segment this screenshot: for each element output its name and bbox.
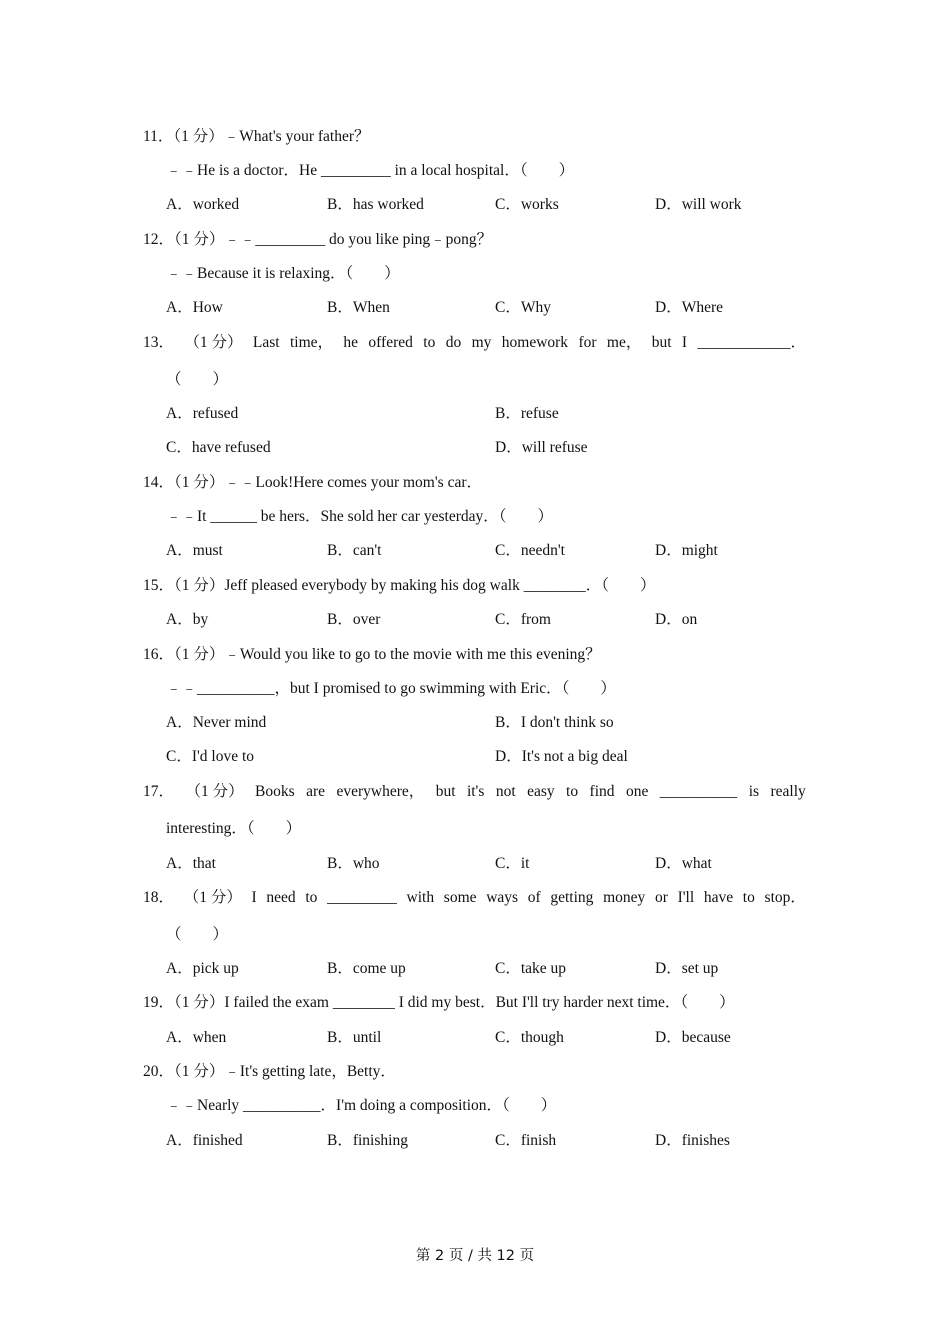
q16-option-c: C．I'd love to [166, 748, 255, 765]
q20-option-d: D．finishes [655, 1132, 730, 1149]
q19-option-a: A．when [166, 1029, 227, 1046]
q11-stem: 11．（1 分）﹣What's your father？ [143, 128, 370, 145]
q16-stem: 16．（1 分）﹣Would you like to go to the movie with me this evening？ [143, 646, 601, 663]
q12-option-b: B．When [327, 299, 390, 316]
q19-option-b: B．until [327, 1029, 382, 1046]
q15-option-a: A．by [166, 611, 209, 628]
q20-stem: 20．（1 分）﹣It's getting late，Betty． [143, 1063, 396, 1080]
q19-option-d: D．because [655, 1029, 731, 1046]
q14-stem-line2: ﹣﹣It ______ be hers．She sold her car yesterday．（ ） [166, 508, 553, 525]
q13-option-d: D．will refuse [495, 439, 588, 456]
q17-option-d: D．what [655, 855, 712, 872]
q13-option-c: C．have refused [166, 439, 271, 456]
q16-option-d: D．It's not a big deal [495, 748, 628, 765]
q19-stem: 19．（1 分）I failed the exam ________ I did my best．But I'll try harder next time．（ ） [143, 994, 735, 1011]
q17-stem-line2: interesting．（ ） [166, 820, 302, 837]
q11-stem-line2: ﹣﹣He is a doctor．He _________ in a local hospital．（ ） [166, 162, 575, 179]
q12-option-c: C．Why [495, 299, 551, 316]
q16-option-a: A．Never mind [166, 714, 267, 731]
q20-option-a: A．finished [166, 1132, 243, 1149]
q17-option-b: B．who [327, 855, 380, 872]
q13-stem: 13． （1 分） Last time， he offered to do my homework for me， but I ____________． [143, 334, 806, 351]
q12-stem-line2: ﹣﹣Because it is relaxing．（ ） [166, 265, 400, 282]
q18-answer-bracket: （ ） [166, 926, 229, 943]
q18-option-c: C．take up [495, 960, 567, 977]
q11-option-a: A．worked [166, 196, 240, 213]
q16-option-b: B．I don't think so [495, 714, 614, 731]
q12-option-d: D．Where [655, 299, 723, 316]
q14-option-b: B．can't [327, 542, 382, 559]
q18-option-b: B．come up [327, 960, 406, 977]
q19-option-c: C．though [495, 1029, 564, 1046]
q14-option-c: C．needn't [495, 542, 565, 559]
q13-option-a: A．refused [166, 405, 239, 422]
q13-option-b: B．refuse [495, 405, 559, 422]
q15-option-b: B．over [327, 611, 381, 628]
q17-option-c: C．it [495, 855, 530, 872]
q14-option-d: D．might [655, 542, 718, 559]
q13-answer-bracket: （ ） [166, 371, 229, 388]
q20-option-c: C．finish [495, 1132, 557, 1149]
q14-stem: 14．（1 分）﹣﹣Look!Here comes your mom's car． [143, 474, 482, 491]
q11-option-b: B．has worked [327, 196, 424, 213]
q11-option-c: C．works [495, 196, 559, 213]
q16-stem-line2: ﹣﹣__________，but I promised to go swimming with Eric．（ ） [166, 680, 616, 697]
q20-stem-line2: ﹣﹣Nearly __________．I'm doing a composition．（ ） [166, 1097, 557, 1114]
q15-option-c: C．from [495, 611, 551, 628]
q12-option-a: A．How [166, 299, 223, 316]
q18-stem: 18． （1 分） I need to _________ with some ways of getting money or I'll have to stop． [143, 889, 806, 906]
q14-option-a: A．must [166, 542, 223, 559]
q15-option-d: D．on [655, 611, 698, 628]
q18-option-a: A．pick up [166, 960, 239, 977]
q17-stem: 17． （1 分） Books are everywhere， but it's not easy to find one __________ is really [143, 783, 806, 800]
q20-option-b: B．finishing [327, 1132, 408, 1149]
q12-stem: 12．（1 分）﹣﹣_________ do you like ping﹣pong？ [143, 231, 493, 248]
page-number-footer: 第 2 页 / 共 12 页 [415, 1248, 535, 1264]
q11-option-d: D．will work [655, 196, 742, 213]
q18-option-d: D．set up [655, 960, 719, 977]
q15-stem: 15．（1 分）Jeff pleased everybody by making his dog walk ________．（ ） [143, 577, 656, 594]
q17-option-a: A．that [166, 855, 216, 872]
